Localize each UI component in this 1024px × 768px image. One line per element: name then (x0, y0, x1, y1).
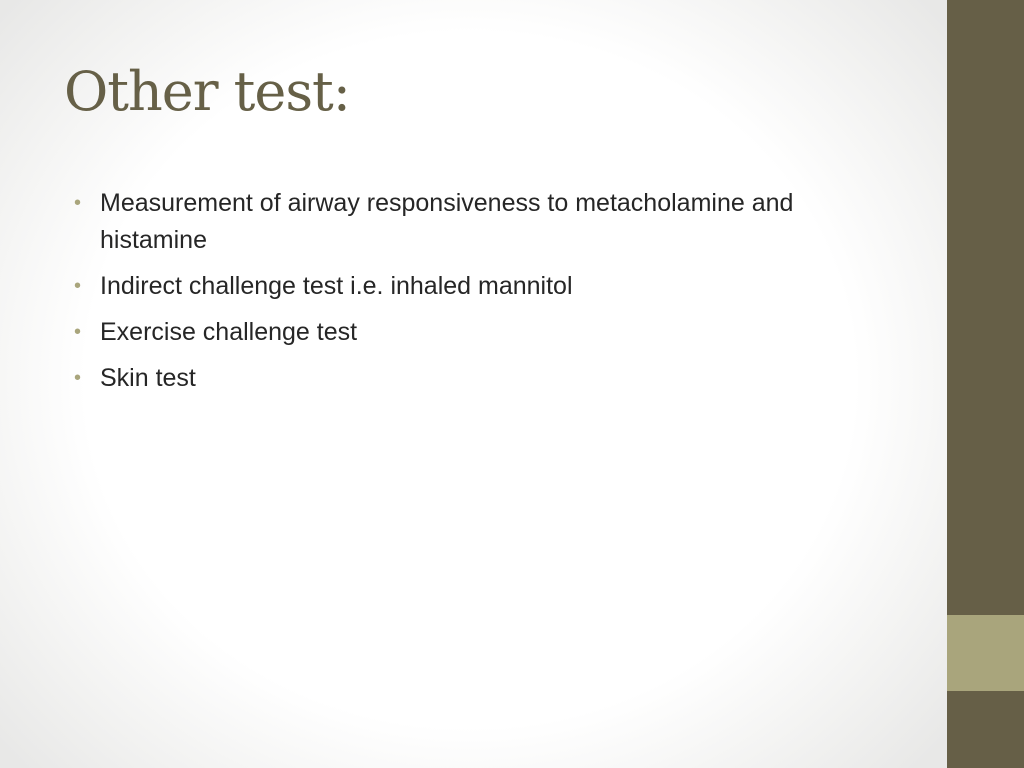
bullet-icon: • (74, 275, 82, 297)
bullet-icon: • (74, 192, 82, 214)
side-bar-top-block (947, 0, 1024, 615)
side-bar-accent-block (947, 615, 1024, 691)
bullet-text: Skin test (100, 364, 196, 392)
list-item (74, 185, 874, 259)
bullet-text: Measurement of airway responsiveness to metacholamine and histamine (100, 189, 794, 254)
bullet-list (74, 185, 874, 406)
list-item (74, 314, 874, 351)
bullet-icon: • (74, 321, 82, 343)
decorative-side-bar (947, 0, 1024, 768)
side-bar-bottom-block (947, 691, 1024, 768)
list-item (74, 268, 874, 305)
bullet-text: Indirect challenge test i.e. inhaled mannitol (100, 272, 573, 300)
slide-title: Other test: (64, 60, 350, 123)
bullet-icon: • (74, 367, 82, 389)
list-item (74, 360, 874, 397)
bullet-text: Exercise challenge test (100, 318, 358, 346)
